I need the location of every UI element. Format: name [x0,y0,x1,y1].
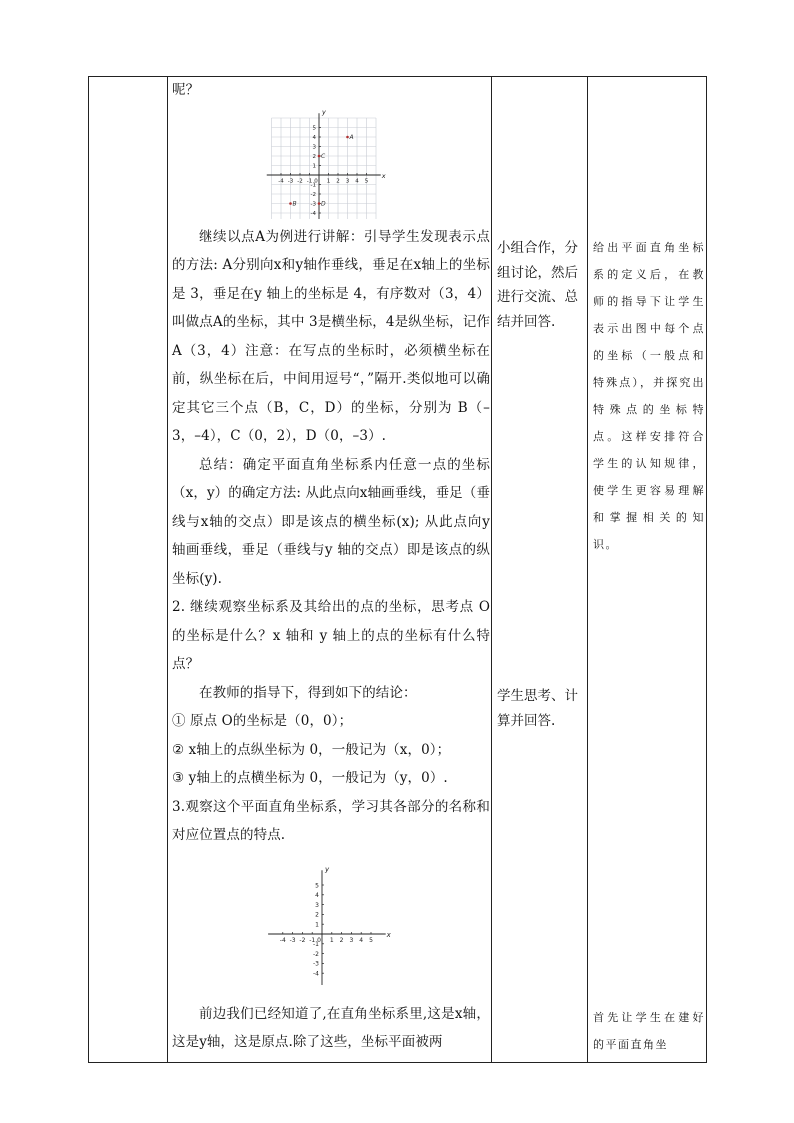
point-a [346,135,349,138]
y-tick-label: 4 [315,891,319,899]
guidance-line: 在教师的指导下，得到如下的结论： [199,684,417,701]
x-tick-label: -4 [279,936,286,944]
question-item-2: 2. 继续观察坐标系及其给出的点的坐标，思考点 O 的坐标是什么？x 轴和 y 轴上的点的坐标有什么特点？ [172,599,490,672]
x-tick-label: 4 [355,178,359,184]
y-tick-label: -3 [313,960,319,968]
y-axis-label: y [322,107,326,116]
x-tick-label: 4 [359,936,364,944]
y-tick-label: 5 [312,125,316,132]
coordinate-grid-figure [266,107,396,219]
y-tick-label: -4 [310,210,316,217]
x-axis-label: x [381,171,386,180]
x-tick-label: 5 [364,178,369,184]
x-tick-label: -3 [287,178,294,184]
y-tick-label: 3 [312,144,316,151]
x-tick-label: -3 [289,936,296,944]
y-tick-label: 1 [315,921,319,929]
point-b [289,202,292,205]
conclusion-3: ③ y轴上的点横坐标为 0，一般记为（y，0）. [172,770,448,786]
closing-paragraph: 前边我们已经知道了,在直角坐标系里,这是x轴，这是y轴，这是原点.除了这些，坐标平面被两 [172,1005,490,1050]
student-activity-2: 学生思考、计算并回答. [497,688,578,729]
y-axis-label: y [325,864,330,873]
student-activity-1: 小组合作，分组讨论，然后进行交流、总结并回答. [497,240,578,330]
y-tick-label: -4 [313,970,319,978]
continued-question: 呢？ [172,82,200,98]
y-tick-label: -1 [310,182,316,189]
point-label-a: A [349,133,354,141]
y-tick-label: -2 [310,191,316,198]
x-tick-label: 2 [336,178,340,184]
x-tick-label: 0 [317,936,321,944]
column-divider-1 [167,76,168,1063]
x-tick-label: 1 [326,178,331,184]
x-tick-label: -1 [309,936,316,944]
x-tick-label: 5 [369,936,373,944]
x-tick-label: -2 [297,178,303,184]
question-item-3: 3.观察这个平面直角坐标系，学习其各部分的名称和对应位置点的特点. [172,798,490,843]
y-tick-label: 5 [315,881,319,889]
column-divider-3 [587,76,588,1063]
y-tick-label: 2 [312,153,316,160]
x-tick-label: 1 [329,936,334,944]
x-tick-label: -1 [306,178,313,184]
column-divider-2 [491,76,492,1063]
design-intent-1: 给出平面直角坐标系的定义后，在教师的指导下让学生表示出图中每个点的坐标（一般点和特殊点），并探究出特殊点的坐标特点。这样安排符合学生的认知规律，使学生更容易理解和掌握相关的知识。 [593,241,705,551]
point-d [318,202,321,205]
y-tick-label: -1 [313,940,319,948]
x-tick-label: -2 [299,936,306,944]
x-tick-label: 3 [345,178,350,184]
point-c [318,154,321,157]
design-intent-2: 首先让学生在建好的平面直角坐 [593,1011,705,1051]
y-tick-label: 2 [315,911,319,919]
x-axis-label: x [386,930,391,939]
conclusion-2: ② x轴上的点纵坐标为 0，一般记为（x，0）； [172,741,451,758]
x-tick-label: 0 [314,178,318,184]
point-label-d: D [321,200,326,207]
y-tick-label: 4 [312,134,316,141]
explanation-paragraph: 继续以点A为例进行讲解：引导学生发现表示点的方法: A分别向x和y轴作垂线，垂足在x轴上的坐标是 3，垂足在y 轴上的坐标是 4，有序数对（3，4）叫做点A的坐标，其中 3是横坐标，4是纵坐标，记作A（3，4）注意：在写点的坐标时，必须横坐标在前，纵坐标在后，中间用逗号“，”隔开.类似地可以确定其它三个点（B，C，D）的坐标，分别为 B（–3，–4），C（0，2），D（0，–3）. [172,228,490,444]
conclusion-1: ① 原点 O的坐标是（0，0）； [172,713,353,729]
point-label-c: C [321,152,326,160]
y-tick-label: 3 [315,901,319,909]
teaching-content-column [172,76,490,1057]
y-tick-label: 1 [312,163,316,170]
y-tick-label: -2 [313,950,319,958]
y-tick-label: -3 [310,201,316,208]
summary-paragraph: 总结：确定平面直角坐标系内任意一点的坐标（x，y）的确定方法: 从此点向x轴画垂线，垂足（垂线与x轴的交点）即是该点的横坐标(x); 从此点向y 轴画垂线，垂足（垂线与y 轴的交点）即是该点的纵坐标(y). [172,456,490,587]
coordinate-axes-figure [256,858,406,994]
x-tick-label: -4 [278,178,284,184]
x-tick-label: 2 [339,936,344,944]
point-label-b: B [292,200,297,207]
x-tick-label: 3 [349,936,354,944]
